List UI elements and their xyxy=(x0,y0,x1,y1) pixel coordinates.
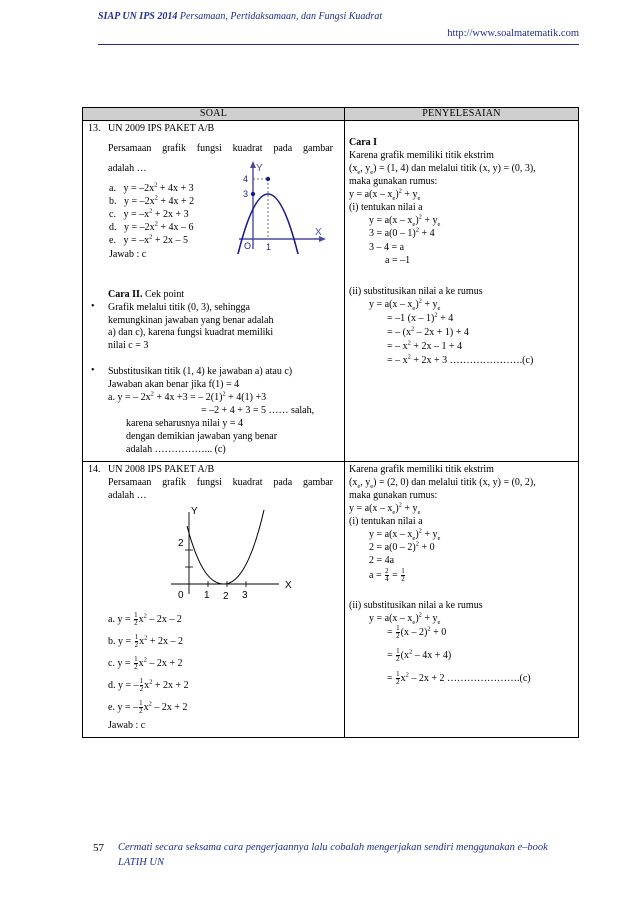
q14-sol-line: 2 = 4a xyxy=(369,555,395,566)
q13-sol-line: 3 = a(0 – 1)$^2$ + 4 xyxy=(369,226,435,239)
q13-cara2-line: kemungkinan jawaban yang benar adalah xyxy=(108,315,274,326)
q13-cara2-line: Jawaban akan benar jika f(1) = 4 xyxy=(108,379,240,390)
page-number: 57 xyxy=(93,842,104,854)
q13-sol-line: = – $x^2 + 2x - 1 + 4$ xyxy=(387,339,463,352)
q14-option-a: a. y = $\frac{1}{2}$ $x^2 - 2x - 2$ xyxy=(108,611,182,628)
q13-cara2-title: Cara II. Cek point xyxy=(108,289,185,300)
q13-cara2-line: karena seharusnya nilai y = 4 xyxy=(126,418,243,429)
q13-origin: O xyxy=(244,241,252,251)
q13-sol-line: $y = a(x - x_e)^2 + y_e$ xyxy=(349,187,421,202)
q14-tick-2: 2 xyxy=(223,591,229,601)
q14-sol-line: (ii) substitusikan nilai a ke rumus xyxy=(349,600,483,611)
q13-sol-line: (i) tentukan nilai a xyxy=(349,202,423,213)
q13-sol-line: (ii) substitusikan nilai a ke rumus xyxy=(349,286,483,297)
q13-sol-line: maka gunakan rumus: xyxy=(349,176,438,187)
q14-x-label: X xyxy=(285,580,292,591)
q14-text: Persamaan grafik fungsi kuadrat pada gambar xyxy=(108,477,333,488)
q14-parabola-curve xyxy=(187,510,264,584)
q13-parabola-graph xyxy=(231,159,331,259)
q14-sol-line: $y = a(x - x_e)^2 + y_e$ xyxy=(369,611,441,626)
header-divider xyxy=(98,44,579,45)
q13-sol-line: = – $(x^2 - 2x + 1) + 4$ xyxy=(387,325,469,338)
q14-tick-3: 3 xyxy=(242,590,248,601)
q14-sol-line: = $\frac{1}{2}$ (x – 2)$^2$ + 0 xyxy=(387,624,447,641)
q13-cara2-line: Substitusikan titik (1, 4) ke jawaban a) atau c) xyxy=(108,366,293,377)
q13-cara2-line: a) dan c), karena fungsi kuadrat memiliki xyxy=(108,327,274,338)
q13-sol-line: 3 – 4 = a xyxy=(369,242,405,253)
q14-y-label: Y xyxy=(191,506,198,517)
q13-option-e: e. $y = -x^2 + 2x - 5$ xyxy=(109,233,188,246)
q13-source: UN 2009 IPS PAKET A/B xyxy=(108,123,215,134)
q14-sol-line: $y = a(x - x_e)^2 + y_e$ xyxy=(349,501,421,516)
q14-sol-line: (i) tentukan nilai a xyxy=(349,516,423,527)
q13-tick-4: 4 xyxy=(243,174,249,184)
q13-tick-3: 3 xyxy=(243,189,249,199)
q14-solution-cell xyxy=(345,462,579,738)
q13-cara1-title: Cara I xyxy=(349,137,378,148)
q14-option-d: d. y = – $\frac{1}{2}$ $x^2 + 2x + 2$ xyxy=(108,677,189,694)
q13-cara2-line: dengan demikian jawaban yang benar xyxy=(126,431,278,442)
q13-option-d: d. $y = -2x^2 + 4x - 6$ xyxy=(109,220,194,233)
q14-option-c: c. y = $\frac{1}{2}$ $x^2 - 2x + 2$ xyxy=(108,655,183,672)
header-title: SIAP UN IPS 2014 Persamaan, Pertidaksamaan, dan Fungsi Kuadrat xyxy=(98,11,383,22)
q13-option-b: b. $y = -2x^2 + 4x + 2$ xyxy=(109,194,195,207)
q13-sol-line: $y = a(x - x_e)^2 + y_e$ xyxy=(369,297,441,312)
q13-sol-line: a = –1 xyxy=(385,255,411,266)
q14-option-e: e. y = – $\frac{1}{2}$ $x^2 - 2x + 2$ xyxy=(108,699,188,716)
q14-sol-line: Karena grafik memiliki titik ekstrim xyxy=(349,464,494,475)
q14-tick-1: 1 xyxy=(204,590,210,601)
q13-cara2-line: adalah ……………... (c) xyxy=(126,444,226,455)
q13-sol-line: Karena grafik memiliki titik ekstrim xyxy=(349,150,494,161)
q13-sol-line: = – $x^2 + 2x + 3$ ………………….(c) xyxy=(387,353,534,366)
q14-sol-line: maka gunakan rumus: xyxy=(349,490,438,501)
q13-question-cell xyxy=(83,121,345,462)
q14-number: 14. xyxy=(88,464,101,475)
q14-parabola-graph xyxy=(161,506,301,601)
q13-option-a: a. $y = -2x^2 + 4x + 3$ xyxy=(109,181,194,194)
q13-cara2-line: Grafik melalui titik (0, 3), sehingga xyxy=(108,302,250,313)
q13-text: Persamaan grafik fungsi kuadrat pada gambar xyxy=(108,143,333,154)
q14-sol-line: a = $\frac{2}{4}$ = $\frac{1}{2}$ xyxy=(369,567,405,584)
q14-answer: Jawab : c xyxy=(108,720,146,731)
q14-option-b: b. y = $\frac{1}{2}$ $x^2 + 2x - 2$ xyxy=(108,633,184,650)
q14-sol-line: 2 = a(0 – 2)$^2$ + 0 xyxy=(369,540,435,553)
q13-number: 13. xyxy=(88,123,101,134)
q14-sol-line: = $\frac{1}{2}$ $(x^2 - 4x + 4)$ xyxy=(387,647,452,664)
q13-tick-1: 1 xyxy=(266,242,272,252)
q14-tick-y2: 2 xyxy=(178,538,184,549)
q13-y-label: Y xyxy=(256,163,263,174)
q13-cara2-line: = –2 + 4 + 3 = 5 …… salah, xyxy=(201,405,315,416)
exercise-table xyxy=(82,107,579,738)
q13-bullet-1: • xyxy=(91,301,95,312)
q13-bullet-2: • xyxy=(91,365,95,376)
q13-x-label: X xyxy=(315,227,322,238)
col-header-penyelesaian: PENYELESAIAN xyxy=(345,108,579,121)
q14-tick-0: 0 xyxy=(178,590,184,601)
q14-sol-line: = $\frac{1}{2}$ $x^2 - 2x + 2$ ………………….(c) xyxy=(387,670,531,687)
q14-question-cell xyxy=(83,462,345,738)
header-url[interactable]: http://www.soalmatematik.com xyxy=(447,28,579,39)
col-header-soal: SOAL xyxy=(83,108,345,121)
q13-text-2: adalah … xyxy=(108,163,147,174)
q13-vertex-point xyxy=(266,177,270,181)
q13-sol-line: $y = a(x - x_e)^2 + y_e$ xyxy=(369,213,441,228)
q13-answer: Jawab : c xyxy=(109,249,147,260)
q14-source: UN 2008 IPS PAKET A/B xyxy=(108,464,215,475)
q14-sol-line: ($x_e$, $y_e) = (2$, 0) dan melalui titik (x, y) = (0, 2), xyxy=(349,477,536,490)
q13-solution-cell xyxy=(345,121,579,462)
q13-intercept-point xyxy=(251,192,255,196)
q14-sol-line: $y = a(x - x_e)^2 + y_e$ xyxy=(369,527,441,542)
q13-sol-line: ($x_e$, $y_e) = (1$, 4) dan melalui titik (x, y) = (0, 3), xyxy=(349,163,536,176)
q13-sol-line: = –1 (x – 1)$^2$ + 4 xyxy=(387,311,454,324)
q14-text-2: adalah … xyxy=(108,490,147,501)
q13-cara2-line: nilai c = 3 xyxy=(108,340,149,351)
footer-text: Cermati secara seksama cara pengerjaannya lalu cobalah mengerjakan sendiri menggunakan e–book LATIH UN xyxy=(118,842,548,868)
q13-option-c: c. $y = -x^2 + 2x + 3$ xyxy=(109,207,189,220)
q13-cara2-line: a. y = – $2x^2 + 4x +3$ = – $2(1)^2 + 4(1) +3$ xyxy=(108,390,267,403)
